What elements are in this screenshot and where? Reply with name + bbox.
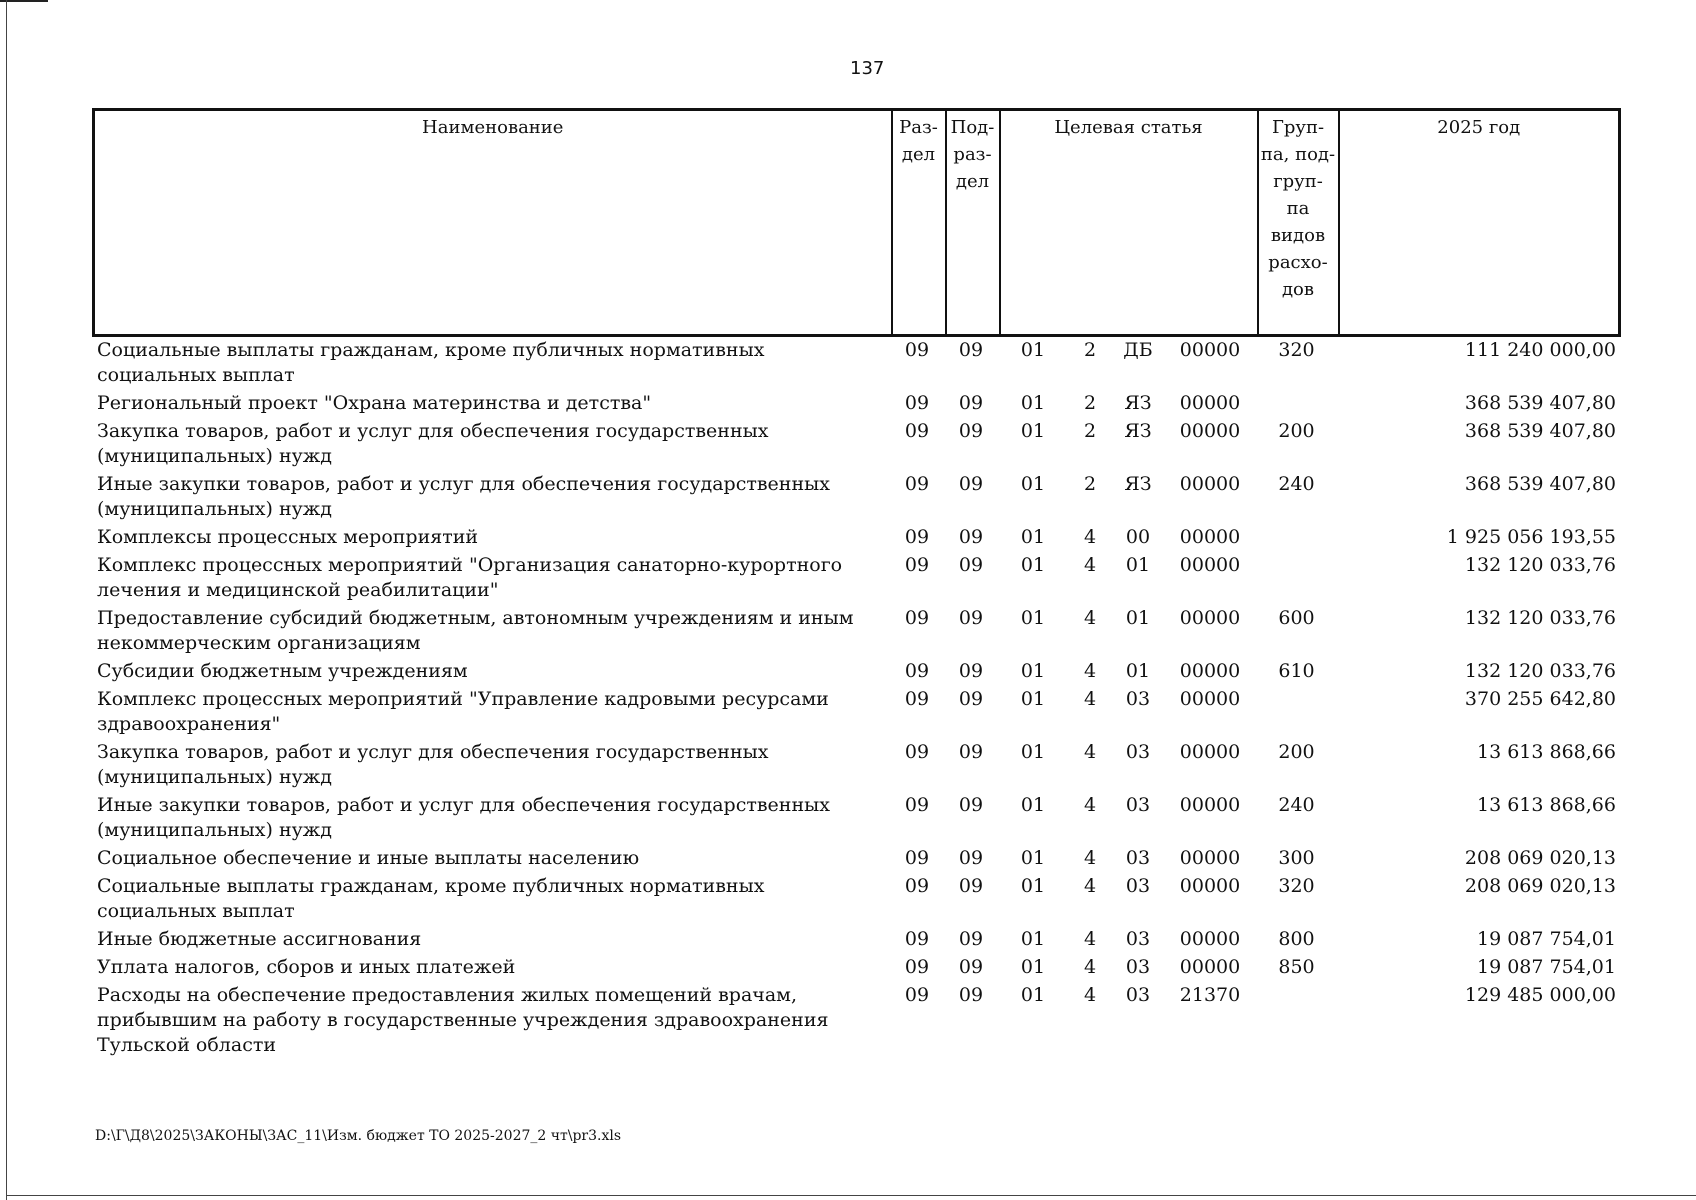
- table-row: [92, 391, 1618, 419]
- cell-expense-group: 610: [1278, 660, 1315, 682]
- budget-table: [92, 338, 1618, 1061]
- cell-name: Иные бюджетные ассигнования: [97, 928, 422, 950]
- cell-target-element: 01: [1125, 660, 1151, 682]
- cell-expense-group: [1256, 553, 1337, 606]
- table-row: [92, 687, 1618, 740]
- cell-target-direction: 00000: [1179, 847, 1241, 869]
- cell-subsection: 09: [958, 339, 984, 361]
- cell-section: 09: [904, 741, 930, 763]
- cell-target-element: ДБ: [1123, 339, 1153, 361]
- cell-target-type: 4: [1083, 847, 1097, 869]
- cell-amount: 368 539 407,80: [1464, 420, 1616, 442]
- cell-section: 09: [904, 607, 930, 629]
- table-row: [92, 419, 1618, 472]
- cell-amount: 132 120 033,76: [1464, 660, 1616, 682]
- cell-expense-group: 320: [1278, 339, 1315, 361]
- table-row: [92, 955, 1618, 983]
- cell-expense-group: [1256, 391, 1337, 419]
- cell-amount: 19 087 754,01: [1476, 928, 1616, 950]
- cell-name: Закупка товаров, работ и услуг для обеспечения государственных (муниципальных) нужд: [97, 420, 769, 467]
- cell-subsection: 09: [958, 420, 984, 442]
- cell-target-direction: 00000: [1179, 339, 1241, 361]
- cell-section: 09: [904, 660, 930, 682]
- cell-target-direction: 00000: [1179, 554, 1241, 576]
- cell-target-program: 01: [1020, 741, 1046, 763]
- header-section: Раз- дел: [892, 110, 946, 336]
- cell-section: 09: [904, 473, 930, 495]
- table-row: [92, 793, 1618, 846]
- cell-subsection: 09: [958, 847, 984, 869]
- cell-target-direction: 00000: [1179, 607, 1241, 629]
- cell-name: Расходы на обеспечение предоставления жилых помещений врачам, прибывшим на работу в государственные учреждения здравоохранения Тульской области: [97, 984, 829, 1056]
- cell-expense-group: 850: [1278, 956, 1315, 978]
- cell-target-element: 03: [1125, 688, 1151, 710]
- cell-target-type: 4: [1083, 688, 1097, 710]
- table-header: [92, 108, 1621, 337]
- cell-amount: 19 087 754,01: [1476, 956, 1616, 978]
- cell-name: Иные закупки товаров, работ и услуг для обеспечения государственных (муниципальных) нужд: [97, 473, 830, 520]
- cell-amount: 1 925 056 193,55: [1446, 526, 1616, 548]
- cell-target-type: 2: [1083, 392, 1097, 414]
- cell-amount: 129 485 000,00: [1464, 984, 1616, 1006]
- cell-amount: 13 613 868,66: [1476, 741, 1616, 763]
- cell-section: 09: [904, 526, 930, 548]
- cell-subsection: 09: [958, 875, 984, 897]
- cell-expense-group: 200: [1278, 741, 1315, 763]
- cell-target-direction: 00000: [1179, 956, 1241, 978]
- cell-section: 09: [904, 339, 930, 361]
- cell-subsection: 09: [958, 928, 984, 950]
- cell-section: 09: [904, 847, 930, 869]
- cell-target-type: 4: [1083, 928, 1097, 950]
- cell-target-program: 01: [1020, 473, 1046, 495]
- cell-target-element: 03: [1125, 741, 1151, 763]
- cell-expense-group: [1256, 687, 1337, 740]
- cell-subsection: 09: [958, 607, 984, 629]
- header-target-article: Целевая статья: [1000, 110, 1258, 336]
- cell-name: Социальные выплаты гражданам, кроме публичных нормативных социальных выплат: [97, 875, 765, 922]
- cell-target-element: 03: [1125, 847, 1151, 869]
- cell-target-program: 01: [1020, 607, 1046, 629]
- cell-target-program: 01: [1020, 794, 1046, 816]
- cell-target-element: ЯЗ: [1124, 420, 1152, 442]
- cell-target-type: 4: [1083, 607, 1097, 629]
- cell-name: Региональный проект "Охрана материнства и детства": [97, 392, 652, 414]
- cell-target-element: 03: [1125, 794, 1151, 816]
- cell-target-type: 4: [1083, 526, 1097, 548]
- cell-subsection: 09: [958, 526, 984, 548]
- table-row: [92, 525, 1618, 553]
- cell-target-type: 4: [1083, 984, 1097, 1006]
- table-row: [92, 874, 1618, 927]
- cell-target-type: 2: [1083, 420, 1097, 442]
- table-row: [92, 659, 1618, 687]
- cell-target-direction: 00000: [1179, 688, 1241, 710]
- table-row: [92, 740, 1618, 793]
- cell-target-element: 00: [1125, 526, 1151, 548]
- cell-target-element: 01: [1125, 607, 1151, 629]
- header-expense-group: Груп- па, под- груп- па видов расхо- дов: [1258, 110, 1339, 336]
- cell-target-program: 01: [1020, 928, 1046, 950]
- cell-target-program: 01: [1020, 847, 1046, 869]
- cell-target-direction: 00000: [1179, 794, 1241, 816]
- cell-target-direction: 21370: [1179, 984, 1241, 1006]
- cell-subsection: 09: [958, 473, 984, 495]
- cell-section: 09: [904, 956, 930, 978]
- cell-section: 09: [904, 794, 930, 816]
- cell-section: 09: [904, 984, 930, 1006]
- cell-name: Комплексы процессных мероприятий: [97, 526, 479, 548]
- cell-target-type: 4: [1083, 875, 1097, 897]
- table-row: [92, 846, 1618, 874]
- cell-target-element: 03: [1125, 984, 1151, 1006]
- scan-border-bottom: [6, 1195, 1696, 1196]
- cell-target-direction: 00000: [1179, 473, 1241, 495]
- scan-border-left: [6, 0, 7, 1200]
- cell-target-program: 01: [1020, 554, 1046, 576]
- cell-target-program: 01: [1020, 984, 1046, 1006]
- cell-target-program: 01: [1020, 339, 1046, 361]
- cell-section: 09: [904, 392, 930, 414]
- cell-expense-group: 240: [1278, 473, 1315, 495]
- file-path-footer: D:\Г\Д8\2025\ЗАКОНЫ\ЗАС_11\Изм. бюджет ТО 2025-2027_2 чт\pr3.xls: [95, 1128, 622, 1144]
- cell-amount: 208 069 020,13: [1464, 847, 1616, 869]
- cell-subsection: 09: [958, 660, 984, 682]
- cell-target-direction: 00000: [1179, 392, 1241, 414]
- cell-target-type: 2: [1083, 473, 1097, 495]
- cell-name: Комплекс процессных мероприятий "Организация санаторно-курортного лечения и медицинской реабилитации": [97, 554, 843, 601]
- cell-target-element: 03: [1125, 956, 1151, 978]
- cell-name: Субсидии бюджетным учреждениям: [97, 660, 468, 682]
- scan-border-top: [0, 0, 48, 2]
- cell-expense-group: 800: [1278, 928, 1315, 950]
- cell-target-direction: 00000: [1179, 875, 1241, 897]
- cell-expense-group: 300: [1278, 847, 1315, 869]
- header-subsection: Под- раз- дел: [946, 110, 1000, 336]
- cell-subsection: 09: [958, 956, 984, 978]
- cell-section: 09: [904, 688, 930, 710]
- cell-target-element: ЯЗ: [1124, 473, 1152, 495]
- cell-amount: 370 255 642,80: [1464, 688, 1616, 710]
- cell-name: Социальное обеспечение и иные выплаты населению: [97, 847, 640, 869]
- cell-target-program: 01: [1020, 526, 1046, 548]
- cell-target-element: 03: [1125, 928, 1151, 950]
- cell-target-program: 01: [1020, 420, 1046, 442]
- cell-subsection: 09: [958, 392, 984, 414]
- cell-expense-group: 200: [1278, 420, 1315, 442]
- cell-target-direction: 00000: [1179, 420, 1241, 442]
- table-body: [92, 338, 1618, 1061]
- cell-amount: 132 120 033,76: [1464, 607, 1616, 629]
- table-row: [92, 606, 1618, 659]
- cell-expense-group: [1256, 983, 1337, 1061]
- cell-amount: 132 120 033,76: [1464, 554, 1616, 576]
- cell-target-type: 4: [1083, 741, 1097, 763]
- cell-target-program: 01: [1020, 660, 1046, 682]
- cell-name: Иные закупки товаров, работ и услуг для обеспечения государственных (муниципальных) нужд: [97, 794, 830, 841]
- cell-name: Уплата налогов, сборов и иных платежей: [97, 956, 516, 978]
- cell-section: 09: [904, 928, 930, 950]
- header-year: 2025 год: [1339, 110, 1620, 336]
- cell-section: 09: [904, 554, 930, 576]
- cell-subsection: 09: [958, 794, 984, 816]
- cell-expense-group: [1256, 525, 1337, 553]
- cell-expense-group: 600: [1278, 607, 1315, 629]
- cell-target-element: ЯЗ: [1124, 392, 1152, 414]
- table-row: [92, 338, 1618, 391]
- cell-target-type: 4: [1083, 794, 1097, 816]
- cell-target-program: 01: [1020, 875, 1046, 897]
- cell-target-direction: 00000: [1179, 660, 1241, 682]
- cell-target-type: 4: [1083, 554, 1097, 576]
- cell-subsection: 09: [958, 688, 984, 710]
- cell-target-program: 01: [1020, 688, 1046, 710]
- cell-target-direction: 00000: [1179, 526, 1241, 548]
- header-name: Наименование: [94, 110, 892, 336]
- cell-target-type: 2: [1083, 339, 1097, 361]
- cell-target-program: 01: [1020, 956, 1046, 978]
- table-row: [92, 553, 1618, 606]
- cell-section: 09: [904, 875, 930, 897]
- cell-target-program: 01: [1020, 392, 1046, 414]
- cell-amount: 368 539 407,80: [1464, 473, 1616, 495]
- cell-amount: 13 613 868,66: [1476, 794, 1616, 816]
- cell-target-element: 01: [1125, 554, 1151, 576]
- page-number: 137: [850, 58, 885, 79]
- cell-amount: 208 069 020,13: [1464, 875, 1616, 897]
- cell-target-direction: 00000: [1179, 928, 1241, 950]
- table-row: [92, 927, 1618, 955]
- cell-section: 09: [904, 420, 930, 442]
- table-row: [92, 472, 1618, 525]
- cell-target-direction: 00000: [1179, 741, 1241, 763]
- cell-target-element: 03: [1125, 875, 1151, 897]
- cell-subsection: 09: [958, 741, 984, 763]
- cell-amount: 111 240 000,00: [1464, 339, 1616, 361]
- cell-target-type: 4: [1083, 956, 1097, 978]
- cell-subsection: 09: [958, 554, 984, 576]
- cell-target-type: 4: [1083, 660, 1097, 682]
- cell-amount: 368 539 407,80: [1464, 392, 1616, 414]
- table-row: [92, 983, 1618, 1061]
- cell-expense-group: 320: [1278, 875, 1315, 897]
- cell-name: Предоставление субсидий бюджетным, автономным учреждениям и иным некоммерческим организациям: [97, 607, 854, 654]
- cell-name: Социальные выплаты гражданам, кроме публичных нормативных социальных выплат: [97, 339, 765, 386]
- cell-name: Закупка товаров, работ и услуг для обеспечения государственных (муниципальных) нужд: [97, 741, 769, 788]
- cell-expense-group: 240: [1278, 794, 1315, 816]
- cell-subsection: 09: [958, 984, 984, 1006]
- cell-name: Комплекс процессных мероприятий "Управление кадровыми ресурсами здравоохранения": [97, 688, 829, 735]
